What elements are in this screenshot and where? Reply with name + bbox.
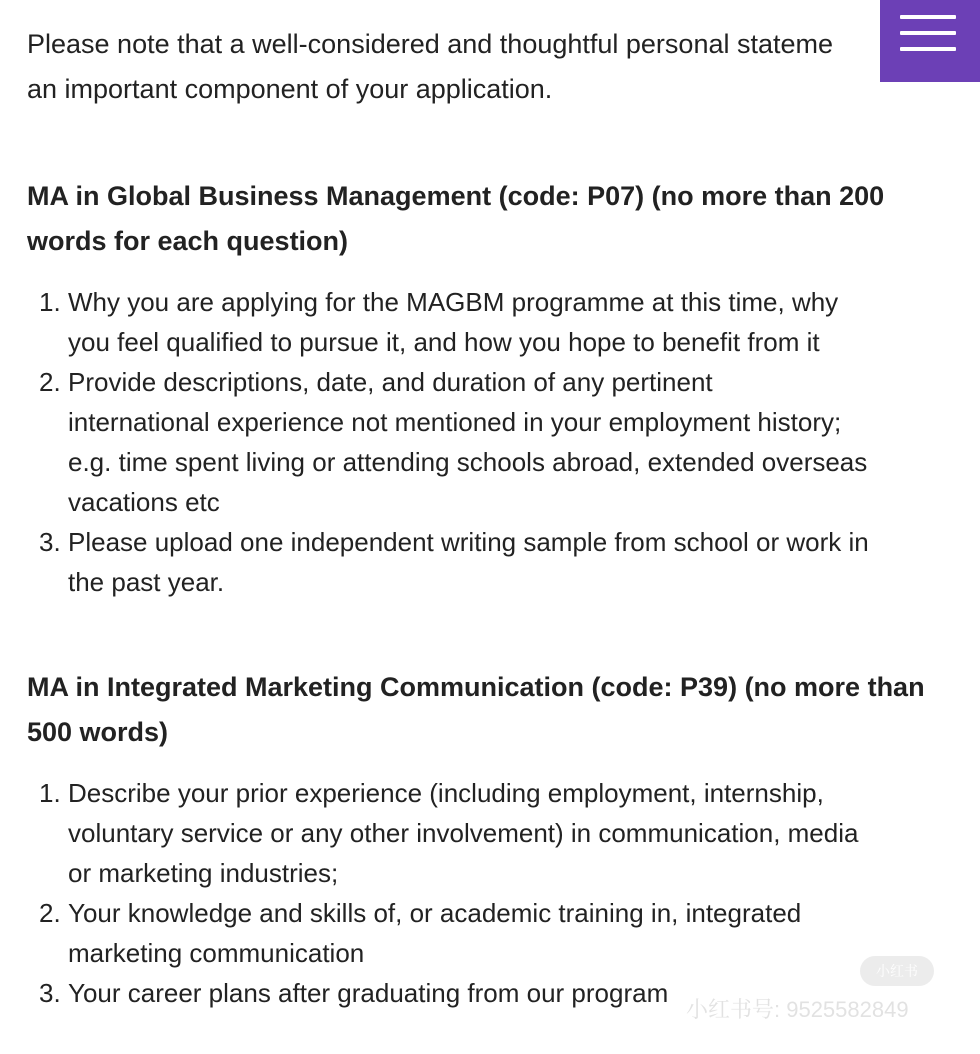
question-list-imc xyxy=(39,773,952,1013)
intro-paragraph xyxy=(27,22,952,112)
question-list-magbm xyxy=(39,282,952,602)
hamburger-menu-icon xyxy=(900,31,956,35)
list-item: 1. Describe your prior experience (including employment, internship, voluntary service or any other involvement) in communication, media or marketing industries; xyxy=(39,773,952,893)
list-item-number: 1. xyxy=(39,287,61,317)
list-item-number: 2. xyxy=(39,367,61,397)
menu-button[interactable] xyxy=(880,0,980,82)
watermark-badge: 小红书 xyxy=(860,956,934,986)
list-item-number: 2. xyxy=(39,898,61,928)
section-title-magbm: MA in Global Business Management (code: P07) (no more than 200 words for each question) xyxy=(27,181,885,256)
list-item-number: 3. xyxy=(39,527,61,557)
main-content xyxy=(27,22,952,1013)
list-item: 2. Your knowledge and skills of, or academic training in, integrated marketing communication xyxy=(39,893,952,973)
intro-line-2: an important component of your application. xyxy=(27,74,553,104)
list-item: 1. Why you are applying for the MAGBM programme at this time, why you feel qualified to pursue it, and how you hope to benefit from it xyxy=(39,282,952,362)
section-title-imc: MA in Integrated Marketing Communication (code: P39) (no more than 500 words) xyxy=(27,672,925,747)
list-item-number: 1. xyxy=(39,778,61,808)
hamburger-menu-icon xyxy=(900,15,956,19)
list-item-number: 3. xyxy=(39,978,61,1008)
list-item: 3. Your career plans after graduating from our program xyxy=(39,973,952,1013)
list-item: 3. Please upload one independent writing sample from school or work in the past year. xyxy=(39,522,952,602)
hamburger-menu-icon xyxy=(900,47,956,51)
watermark-text: 小红书号: 9525582849 xyxy=(686,997,909,1022)
list-item: 2. Provide descriptions, date, and duration of any pertinent international experience not mentioned in your employment history; e.g. time spent living or attending schools abroad, extended overseas vacations etc xyxy=(39,362,952,522)
intro-line-1: Please note that a well-considered and thoughtful personal stateme xyxy=(27,29,834,59)
